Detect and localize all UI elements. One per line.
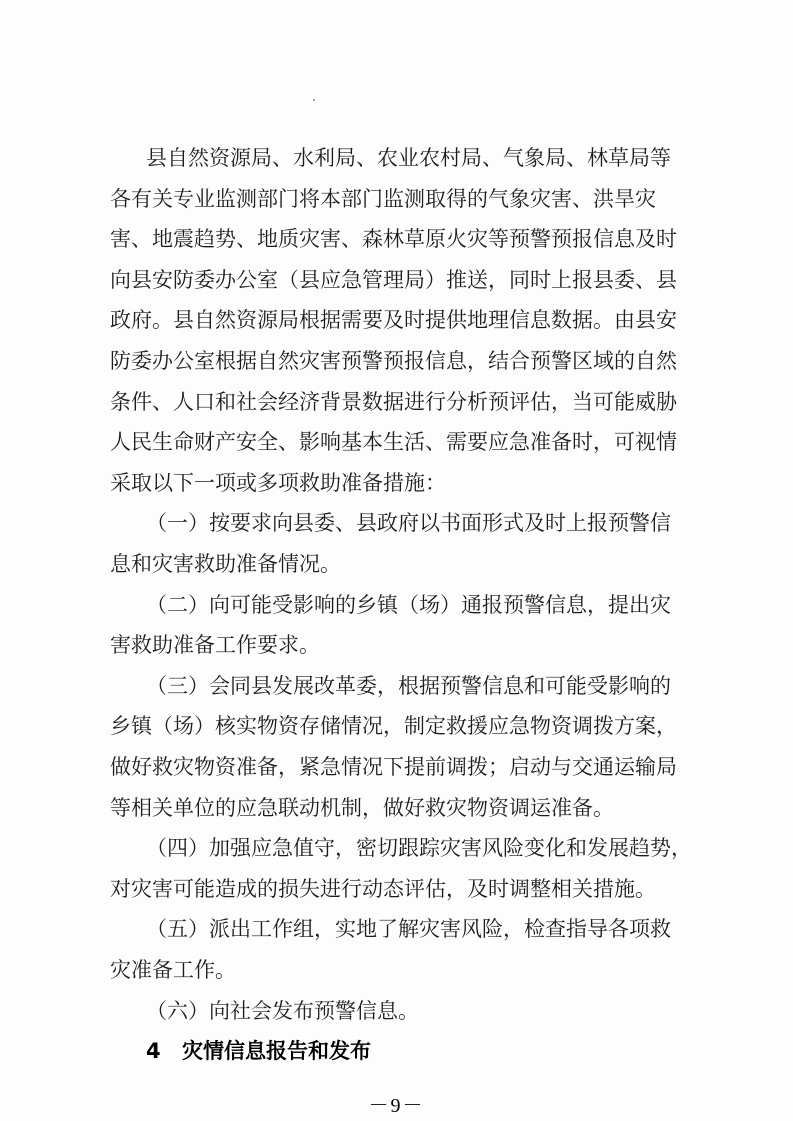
paragraph-line: 等相关单位的应急联动机制，做好救灾物资调运准备。 [110, 796, 614, 820]
section-number: 4 [146, 1039, 161, 1063]
paragraph-line: 采取以下一项或多项救助准备措施： [110, 471, 446, 495]
paragraph-line: （二）向可能受影响的乡镇（场）通报预警信息，提出灾 [146, 593, 671, 617]
paragraph-line: 乡镇（场）核实物资存储情况，制定救援应急物资调拨方案， [110, 714, 677, 738]
paragraph-line: 条件、人口和社会经济背景数据进行分析预评估，当可能威胁 [110, 390, 677, 414]
section-heading [146, 1031, 371, 1071]
paragraph-line: （五）派出工作组，实地了解灾害风险，检查指导各项救 [146, 917, 671, 941]
paragraph-line: （三）会同县发展改革委，根据预警信息和可能受影响的 [146, 674, 671, 698]
paragraph-line: 灾准备工作。 [110, 958, 236, 982]
paragraph-line: （六）向社会发布预警信息。 [146, 999, 419, 1023]
paragraph-line: （四）加强应急值守，密切跟踪灾害风险变化和发展趋势， [146, 836, 692, 860]
paragraph-line: 害、地震趋势、地质灾害、森林草原火灾等预警预报信息及时 [110, 227, 677, 251]
paragraph-line: 各有关专业监测部门将本部门监测取得的气象灾害、洪旱灾 [110, 187, 656, 211]
paragraph-line: 息和灾害救助准备情况。 [110, 552, 341, 576]
page-number: －9－ [368, 1095, 425, 1117]
scan-speck [313, 99, 315, 101]
paragraph-line: 县自然资源局、水利局、农业农村局、气象局、林草局等 [146, 146, 671, 170]
paragraph-line: 做好救灾物资准备，紧急情况下提前调拨；启动与交通运输局 [110, 755, 677, 779]
paragraph-line: 防委办公室根据自然灾害预警预报信息，结合预警区域的自然 [110, 349, 677, 373]
section-title: 灾情信息报告和发布 [182, 1039, 371, 1063]
paragraph-line: 向县安防委办公室（县应急管理局）推送，同时上报县委、县 [110, 268, 677, 292]
paragraph-line: （一）按要求向县委、县政府以书面形式及时上报预警信 [146, 511, 671, 535]
paragraph-line: 害救助准备工作要求。 [110, 633, 320, 657]
paragraph-line: 政府。县自然资源局根据需要及时提供地理信息数据。由县安 [110, 308, 677, 332]
paragraph-line: 人民生命财产安全、影响基本生活、需要应急准备时，可视情 [110, 430, 677, 454]
paragraph-line: 对灾害可能造成的损失进行动态评估，及时调整相关措施。 [110, 877, 656, 901]
